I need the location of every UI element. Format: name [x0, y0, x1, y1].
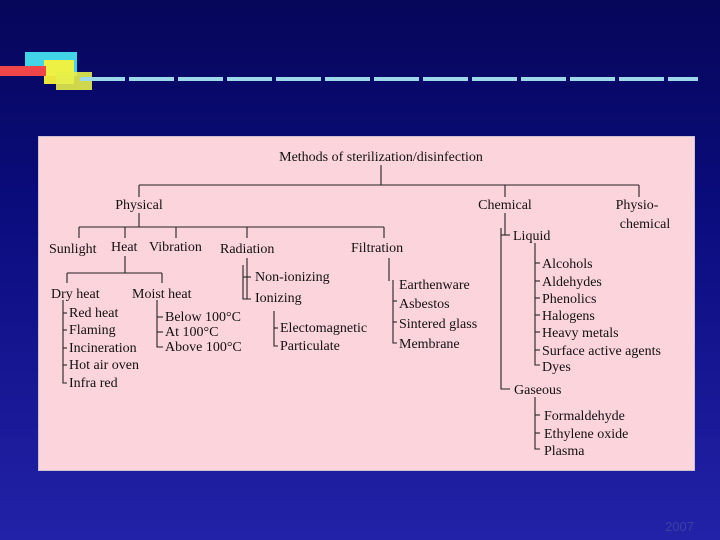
sterilization-tree: [39, 137, 694, 470]
decor-lime-square: [56, 72, 92, 90]
filtration-item: Sintered glass: [399, 317, 478, 332]
gaseous-item: Plasma: [544, 444, 585, 459]
decor-red-bar: [0, 66, 46, 76]
dry-heat-item: Flaming: [69, 323, 116, 338]
dry-heat-item: Hot air oven: [69, 358, 139, 373]
radiation-label: Radiation: [220, 242, 275, 257]
root-label: Methods of sterilization/disinfection: [279, 150, 483, 165]
moist-heat-item: Above 100°C: [165, 340, 242, 355]
liquid-item: Surface active agents: [542, 344, 661, 359]
ionizing-item: Electomagnetic: [280, 321, 368, 336]
gaseous-item: Formaldehyde: [544, 409, 625, 424]
physical-label: Physical: [115, 198, 163, 213]
chemical-label: Chemical: [478, 198, 532, 213]
non-ionizing-label: Non-ionizing: [255, 270, 330, 285]
heat-label: Heat: [111, 240, 138, 255]
gaseous-item: Ethylene oxide: [544, 427, 629, 442]
filtration-item: Membrane: [399, 337, 460, 352]
gaseous-label: Gaseous: [514, 383, 562, 398]
filtration-label: Filtration: [351, 241, 404, 256]
footer-year: 2007: [665, 519, 694, 534]
moist-heat-item: Below 100°C: [165, 310, 241, 325]
liquid-item: Halogens: [542, 309, 595, 324]
sunlight-label: Sunlight: [49, 242, 97, 257]
dry-heat-item: Infra red: [69, 376, 118, 391]
dry-heat-item: Red heat: [69, 306, 119, 321]
ionizing-item: Particulate: [280, 339, 340, 354]
liquid-item: Phenolics: [542, 292, 597, 307]
liquid-item: Dyes: [542, 360, 571, 375]
liquid-item: Alcohols: [542, 257, 593, 272]
diagram-panel: [38, 136, 695, 471]
vibration-label: Vibration: [149, 240, 202, 255]
dry-heat-item: Incineration: [69, 341, 137, 356]
moist-heat-label: Moist heat: [132, 287, 192, 302]
moist-heat-item: At 100°C: [165, 325, 219, 340]
liquid-label: Liquid: [513, 229, 551, 244]
physiochemical-label-line1: Physio-: [615, 198, 659, 213]
filtration-item: Asbestos: [399, 297, 450, 312]
filtration-item: Earthenware: [399, 278, 470, 293]
liquid-item: Aldehydes: [542, 275, 602, 290]
title-dashed-rule: [80, 77, 698, 81]
ionizing-label: Ionizing: [255, 291, 302, 306]
liquid-item: Heavy metals: [542, 326, 619, 341]
physiochemical-label-line2: chemical: [619, 217, 671, 232]
dry-heat-label: Dry heat: [51, 287, 100, 302]
